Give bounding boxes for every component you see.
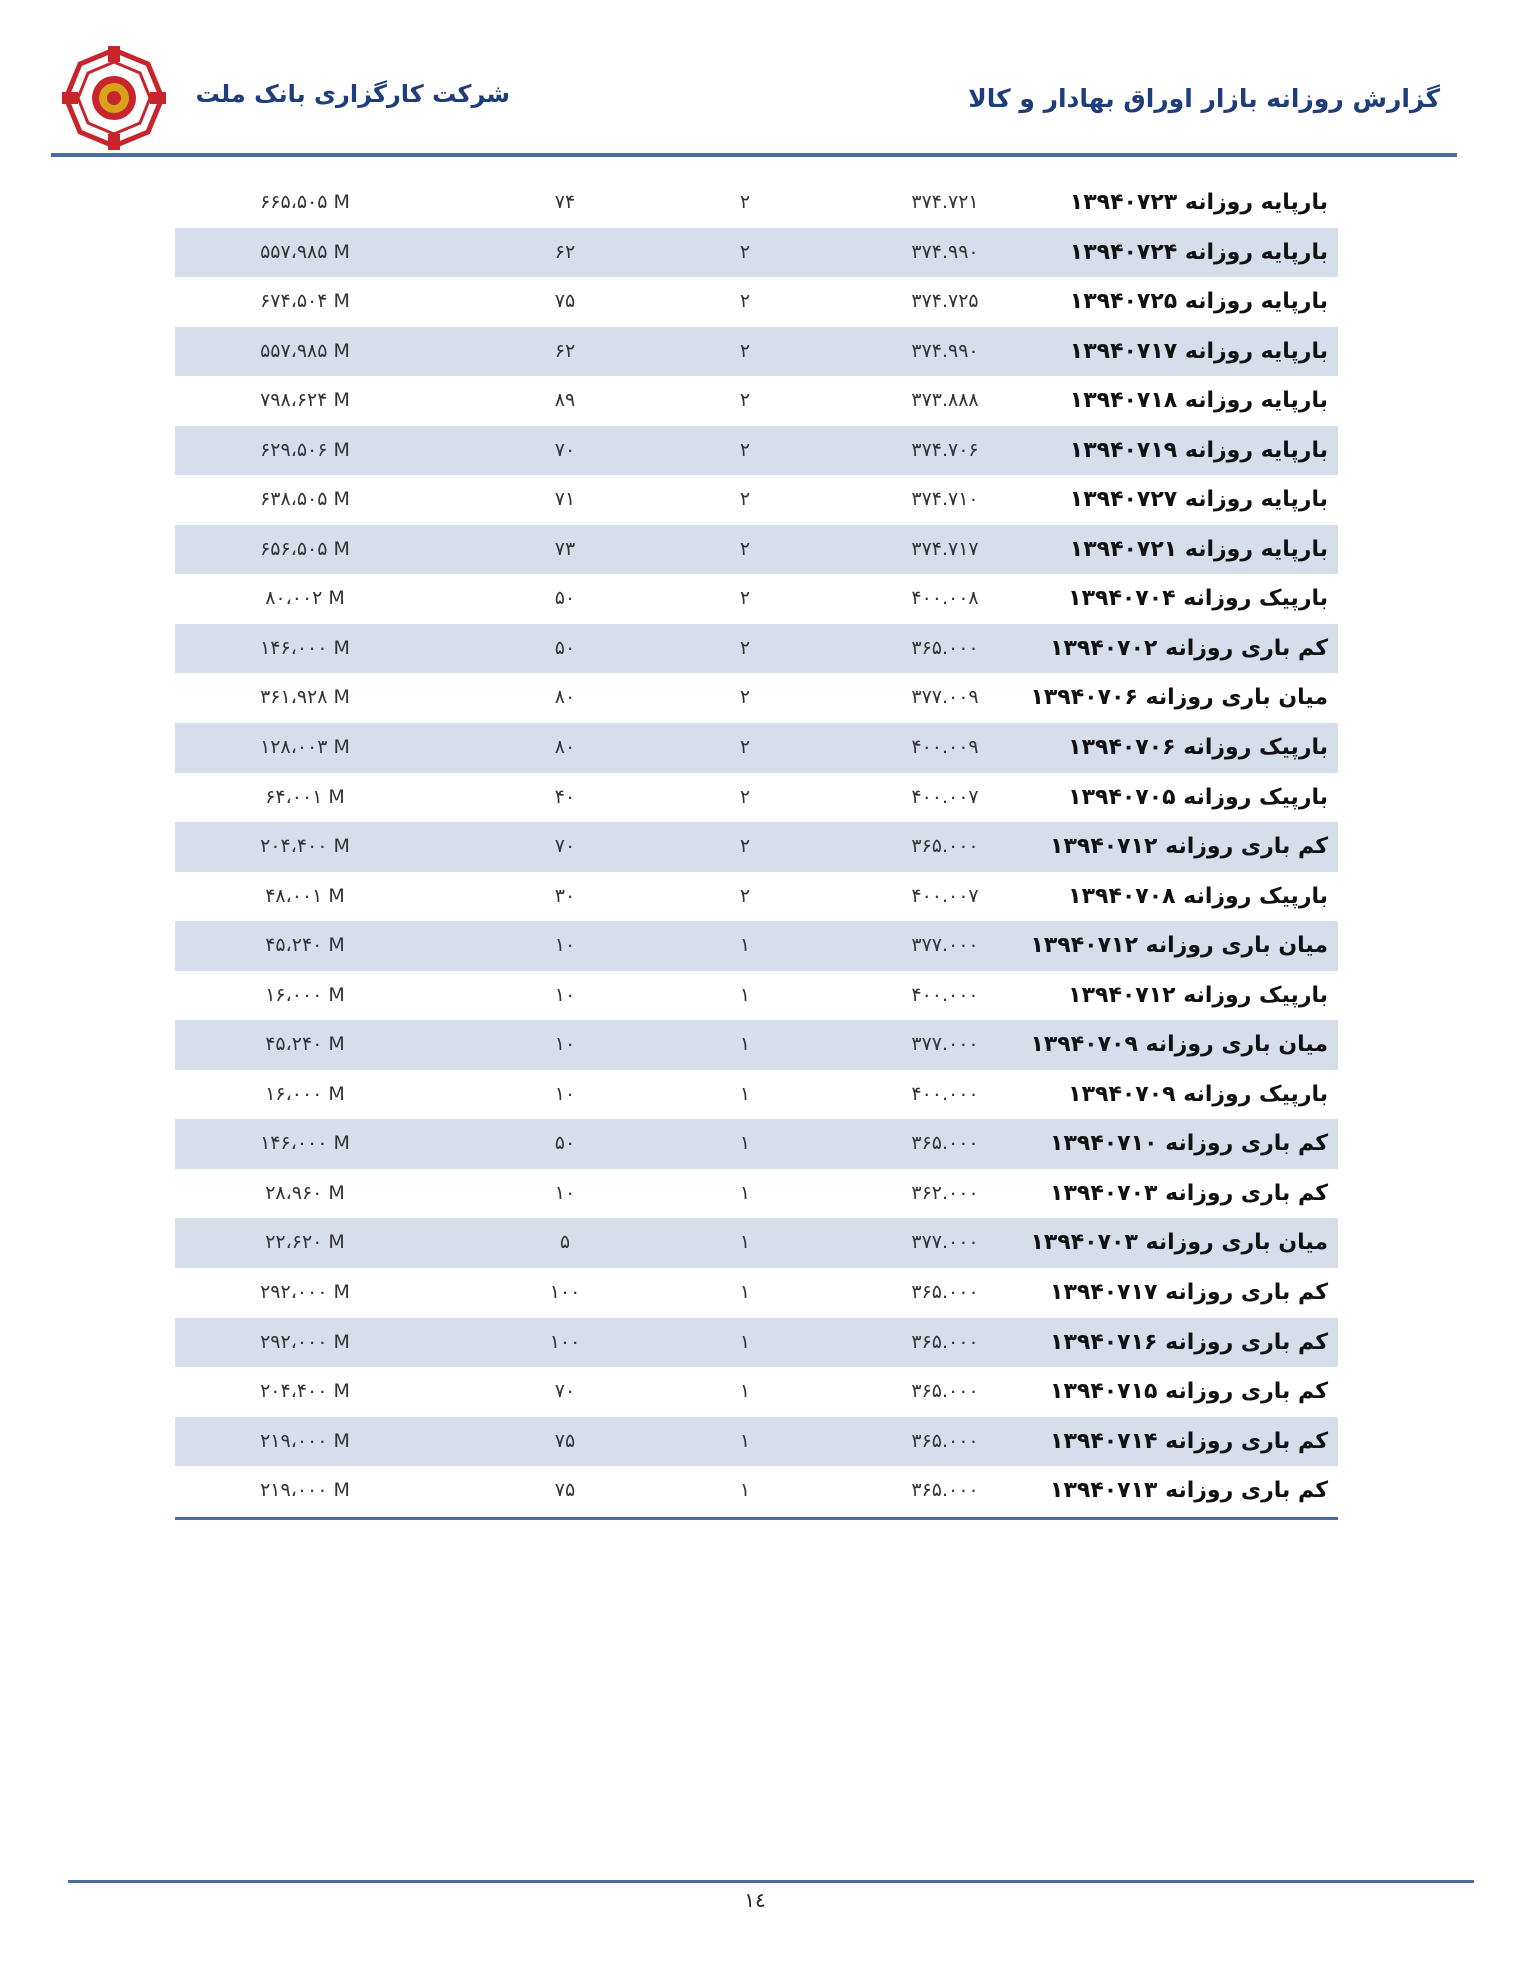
table-row [175, 1466, 1338, 1516]
trade-count-cell: ۱ [739, 934, 751, 957]
trade-count-cell: ۲ [739, 884, 751, 907]
table-row [175, 228, 1338, 278]
instrument-name: بارپیک روزانه ۱۳۹۴۰۷۰۴ [1068, 586, 1328, 612]
trade-count-cell: ۲ [739, 636, 751, 659]
table-row [175, 673, 1338, 723]
table-row [175, 426, 1338, 476]
price-cell: ۳۶۵.۰۰۰ [911, 1330, 979, 1353]
table-row [175, 872, 1338, 922]
instrument-name: میان باری روزانه ۱۳۹۴۰۷۰۳ [1030, 1230, 1328, 1256]
company-name: شرکت کارگزاری بانک ملت [195, 80, 510, 108]
price-cell: ۳۷۷.۰۰۰ [911, 934, 979, 957]
price-cell: ۳۷۳.۸۸۸ [911, 389, 979, 412]
trade-value-cell: ۳۶۱،۹۲۸ M [260, 686, 350, 709]
volume-cell: ۸۰ [554, 686, 576, 709]
instrument-name: بارپایه روزانه ۱۳۹۴۰۷۱۷ [1069, 338, 1328, 364]
table-row [175, 1169, 1338, 1219]
instrument-name: کم باری روزانه ۱۳۹۴۰۷۱۲ [1050, 834, 1328, 860]
trade-count-cell: ۲ [739, 339, 751, 362]
price-cell: ۳۶۵.۰۰۰ [911, 1479, 979, 1502]
volume-cell: ۷۰ [554, 438, 576, 461]
price-cell: ۳۷۷.۰۰۰ [911, 1231, 979, 1254]
trade-value-cell: ۸۰،۰۰۲ M [265, 587, 345, 610]
trade-value-cell: ۴۵،۲۴۰ M [265, 934, 345, 957]
trade-count-cell: ۲ [739, 389, 751, 412]
trade-value-cell: ۱۶،۰۰۰ M [265, 983, 345, 1006]
trade-value-cell: ۱۴۶،۰۰۰ M [260, 1132, 350, 1155]
instrument-name: بارپایه روزانه ۱۳۹۴۰۷۲۴ [1069, 239, 1328, 265]
price-cell: ۴۰۰.۰۰۷ [911, 785, 979, 808]
trade-count-cell: ۲ [739, 240, 751, 263]
trade-value-cell: ۶۶۵،۵۰۵ M [260, 191, 350, 213]
price-cell: ۴۰۰.۰۰۷ [911, 884, 979, 907]
volume-cell: ۱۰ [554, 1033, 576, 1056]
table-row [175, 1417, 1338, 1467]
price-cell: ۳۷۴.۷۲۱ [911, 191, 979, 213]
instrument-name: میان باری روزانه ۱۳۹۴۰۷۱۲ [1030, 933, 1328, 959]
trade-count-cell: ۱ [739, 1033, 751, 1056]
volume-cell: ۶۲ [554, 339, 576, 362]
trade-value-cell: ۶۲۹،۵۰۶ M [260, 438, 350, 461]
trade-value-cell: ۲۰۴،۴۰۰ M [260, 835, 350, 858]
trade-count-cell: ۲ [739, 488, 751, 511]
trade-count-cell: ۱ [739, 1479, 751, 1502]
trade-value-cell: ۲۹۲،۰۰۰ M [260, 1281, 350, 1304]
table-row [175, 1070, 1338, 1120]
trade-count-cell: ۱ [739, 1181, 751, 1204]
price-cell: ۴۰۰.۰۰۰ [911, 983, 979, 1006]
volume-cell: ۶۲ [554, 240, 576, 263]
trade-count-cell: ۱ [739, 1132, 751, 1155]
trade-count-cell: ۲ [739, 290, 751, 313]
instrument-name: کم باری روزانه ۱۳۹۴۰۷۱۴ [1050, 1428, 1328, 1454]
footer-divider [68, 1880, 1474, 1883]
trade-value-cell: ۱۶،۰۰۰ M [265, 1082, 345, 1105]
volume-cell: ۷۵ [554, 1429, 576, 1452]
trade-count-cell: ۱ [739, 1082, 751, 1105]
volume-cell: ۵۰ [554, 636, 576, 659]
table-row [175, 327, 1338, 377]
trades-table [175, 178, 1338, 1516]
price-cell: ۳۷۴.۹۹۰ [911, 240, 979, 263]
trade-value-cell: ۲۲،۶۲۰ M [265, 1231, 345, 1254]
instrument-name: کم باری روزانه ۱۳۹۴۰۷۱۶ [1050, 1329, 1328, 1355]
trade-count-cell: ۲ [739, 191, 751, 213]
trade-value-cell: ۱۴۶،۰۰۰ M [260, 636, 350, 659]
report-title: گزارش روزانه بازار اوراق بهادار و کالا [968, 84, 1440, 113]
table-row [175, 971, 1338, 1021]
price-cell: ۳۷۷.۰۰۰ [911, 1033, 979, 1056]
trade-count-cell: ۱ [739, 1429, 751, 1452]
volume-cell: ۱۰ [554, 1181, 576, 1204]
table-row [175, 1367, 1338, 1417]
trade-count-cell: ۲ [739, 537, 751, 560]
trade-value-cell: ۲۸،۹۶۰ M [265, 1181, 345, 1204]
trade-value-cell: ۲۱۹،۰۰۰ M [260, 1429, 350, 1452]
trade-count-cell: ۱ [739, 1330, 751, 1353]
trade-count-cell: ۱ [739, 983, 751, 1006]
instrument-name: بارپیک روزانه ۱۳۹۴۰۷۰۸ [1068, 883, 1328, 909]
volume-cell: ۵۰ [554, 1132, 576, 1155]
table-row [175, 376, 1338, 426]
volume-cell: ۱۰ [554, 983, 576, 1006]
trade-count-cell: ۱ [739, 1231, 751, 1254]
volume-cell: ۴۰ [554, 785, 576, 808]
volume-cell: ۱۰۰ [549, 1330, 581, 1353]
page-number: ١٤ [744, 1888, 766, 1912]
volume-cell: ۸۹ [554, 389, 576, 412]
trade-count-cell: ۲ [739, 835, 751, 858]
instrument-name: کم باری روزانه ۱۳۹۴۰۷۰۲ [1050, 635, 1328, 661]
instrument-name: بارپیک روزانه ۱۳۹۴۰۷۰۶ [1068, 735, 1328, 761]
volume-cell: ۷۱ [554, 488, 576, 511]
trade-value-cell: ۲۹۲،۰۰۰ M [260, 1330, 350, 1353]
trade-count-cell: ۱ [739, 1281, 751, 1304]
trade-count-cell: ۲ [739, 785, 751, 808]
trade-count-cell: ۲ [739, 438, 751, 461]
price-cell: ۳۷۴.۹۹۰ [911, 339, 979, 362]
price-cell: ۳۶۵.۰۰۰ [911, 835, 979, 858]
trade-value-cell: ۲۱۹،۰۰۰ M [260, 1479, 350, 1502]
table-row [175, 574, 1338, 624]
volume-cell: ۳۰ [554, 884, 576, 907]
table-row [175, 773, 1338, 823]
table-row [175, 1020, 1338, 1070]
instrument-name: بارپایه روزانه ۱۳۹۴۰۷۱۹ [1069, 437, 1328, 463]
volume-cell: ۷۰ [554, 835, 576, 858]
trade-value-cell: ۶۳۸،۵۰۵ M [260, 488, 350, 511]
price-cell: ۳۶۵.۰۰۰ [911, 1380, 979, 1403]
table-bottom-rule [175, 1517, 1338, 1520]
volume-cell: ۱۰ [554, 934, 576, 957]
price-cell: ۳۷۴.۷۱۷ [911, 537, 979, 560]
price-cell: ۳۶۲.۰۰۰ [911, 1181, 979, 1204]
table-row [175, 1218, 1338, 1268]
volume-cell: ۷۵ [554, 290, 576, 313]
trade-value-cell: ۴۸،۰۰۱ M [265, 884, 345, 907]
volume-cell: ۵۰ [554, 587, 576, 610]
instrument-name: بارپیک روزانه ۱۳۹۴۰۷۱۲ [1068, 982, 1328, 1008]
price-cell: ۳۷۴.۷۱۰ [911, 488, 979, 511]
price-cell: ۳۷۷.۰۰۹ [911, 686, 979, 709]
trade-value-cell: ۷۹۸،۶۲۴ M [260, 389, 350, 412]
instrument-name: میان باری روزانه ۱۳۹۴۰۷۰۹ [1030, 1032, 1328, 1058]
table-row [175, 1318, 1338, 1368]
trade-count-cell: ۲ [739, 686, 751, 709]
instrument-name: بارپایه روزانه ۱۳۹۴۰۷۲۷ [1069, 487, 1328, 513]
trade-value-cell: ۶۷۴،۵۰۴ M [260, 290, 350, 313]
volume-cell: ۵ [559, 1231, 571, 1254]
volume-cell: ۷۴ [554, 191, 576, 213]
price-cell: ۳۶۵.۰۰۰ [911, 1281, 979, 1304]
table-row [175, 723, 1338, 773]
instrument-name: کم باری روزانه ۱۳۹۴۰۷۰۳ [1050, 1180, 1328, 1206]
volume-cell: ۷۰ [554, 1380, 576, 1403]
trade-value-cell: ۲۰۴،۴۰۰ M [260, 1380, 350, 1403]
table-row [175, 624, 1338, 674]
table-row [175, 277, 1338, 327]
price-cell: ۳۷۴.۷۲۵ [911, 290, 979, 313]
price-cell: ۴۰۰.۰۰۰ [911, 1082, 979, 1105]
price-cell: ۳۷۴.۷۰۶ [911, 438, 979, 461]
trade-value-cell: ۵۵۷،۹۸۵ M [260, 339, 350, 362]
table-row [175, 475, 1338, 525]
volume-cell: ۱۰ [554, 1082, 576, 1105]
trade-value-cell: ۶۴،۰۰۱ M [265, 785, 345, 808]
trade-value-cell: ۵۵۷،۹۸۵ M [260, 240, 350, 263]
bank-mellat-logo [62, 46, 166, 150]
instrument-name: بارپایه روزانه ۱۳۹۴۰۷۲۵ [1069, 289, 1328, 315]
instrument-name: بارپیک روزانه ۱۳۹۴۰۷۰۹ [1068, 1081, 1328, 1107]
instrument-name: بارپایه روزانه ۱۳۹۴۰۷۱۸ [1069, 388, 1328, 414]
instrument-name: کم باری روزانه ۱۳۹۴۰۷۱۰ [1050, 1131, 1328, 1157]
volume-cell: ۱۰۰ [549, 1281, 581, 1304]
instrument-name: بارپیک روزانه ۱۳۹۴۰۷۰۵ [1068, 784, 1328, 810]
price-cell: ۳۶۵.۰۰۰ [911, 1429, 979, 1452]
price-cell: ۳۶۵.۰۰۰ [911, 1132, 979, 1155]
trade-count-cell: ۲ [739, 587, 751, 610]
table-row [175, 822, 1338, 872]
volume-cell: ۷۳ [554, 537, 576, 560]
table-row [175, 178, 1338, 228]
trade-value-cell: ۱۲۸،۰۰۳ M [260, 736, 350, 759]
volume-cell: ۷۵ [554, 1479, 576, 1502]
instrument-name: کم باری روزانه ۱۳۹۴۰۷۱۳ [1050, 1478, 1328, 1504]
trade-count-cell: ۲ [739, 736, 751, 759]
table-row [175, 1119, 1338, 1169]
trade-value-cell: ۴۵،۲۴۰ M [265, 1033, 345, 1056]
instrument-name: میان باری روزانه ۱۳۹۴۰۷۰۶ [1030, 685, 1328, 711]
table-row [175, 921, 1338, 971]
price-cell: ۳۶۵.۰۰۰ [911, 636, 979, 659]
instrument-name: کم باری روزانه ۱۳۹۴۰۷۱۵ [1050, 1379, 1328, 1405]
volume-cell: ۸۰ [554, 736, 576, 759]
trade-value-cell: ۶۵۶،۵۰۵ M [260, 537, 350, 560]
trade-count-cell: ۱ [739, 1380, 751, 1403]
header-divider [51, 153, 1457, 157]
price-cell: ۴۰۰.۰۰۹ [911, 736, 979, 759]
instrument-name: کم باری روزانه ۱۳۹۴۰۷۱۷ [1050, 1280, 1328, 1306]
price-cell: ۴۰۰.۰۰۸ [911, 587, 979, 610]
instrument-name: بارپایه روزانه ۱۳۹۴۰۷۲۳ [1069, 190, 1328, 215]
table-row [175, 525, 1338, 575]
instrument-name: بارپایه روزانه ۱۳۹۴۰۷۲۱ [1069, 536, 1328, 562]
table-row [175, 1268, 1338, 1318]
